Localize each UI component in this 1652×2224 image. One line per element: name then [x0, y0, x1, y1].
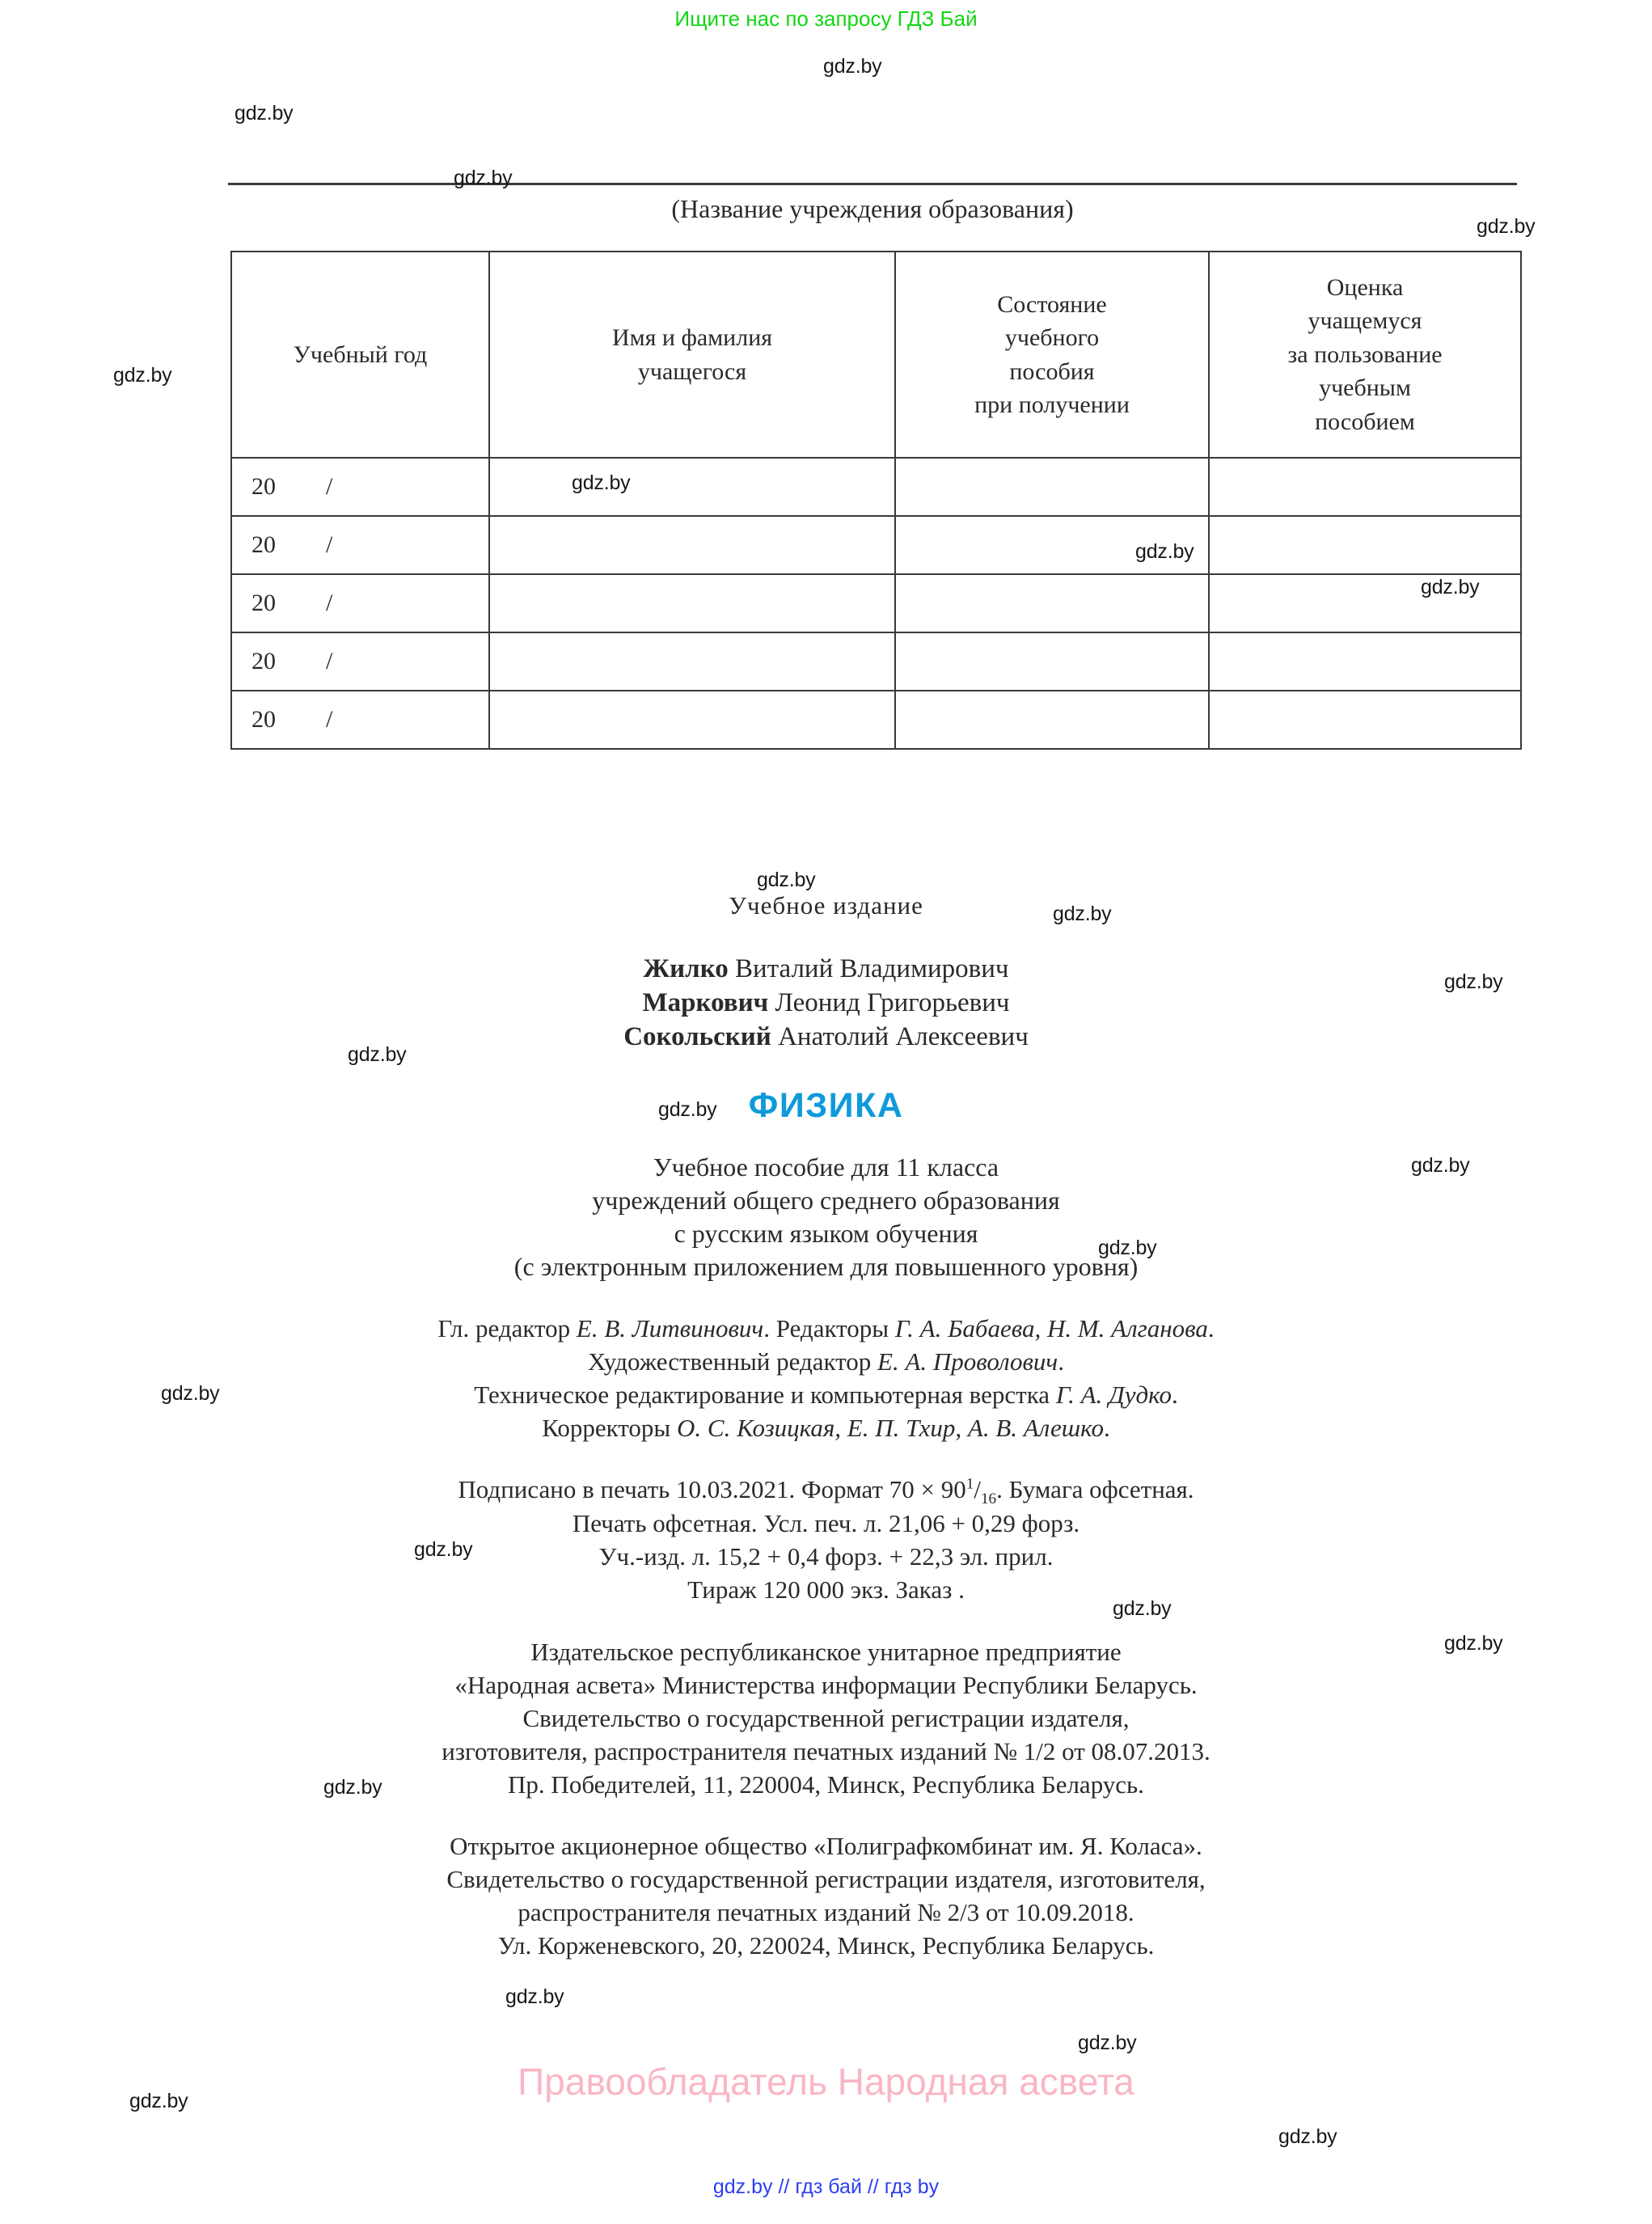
cell-student-name[interactable] [489, 691, 895, 749]
site-watermark: gdz.by [1098, 1237, 1157, 1259]
table-row [231, 691, 1521, 749]
institution-signature-line [228, 183, 1517, 185]
cell-year[interactable] [231, 574, 489, 632]
site-watermark: gdz.by [1444, 970, 1503, 993]
cell-grade[interactable] [1209, 458, 1521, 516]
site-watermark: gdz.by [161, 1382, 220, 1405]
cell-condition[interactable] [895, 691, 1209, 749]
table-row [231, 516, 1521, 574]
header-line: Оценка [1326, 274, 1404, 302]
site-watermark: gdz.by [129, 2090, 188, 2112]
credits-line-chief-editor [0, 1314, 1652, 1343]
subtitle-line: учреждений общего среднего образования [592, 1186, 1060, 1215]
site-watermark: gdz.by [1421, 576, 1480, 598]
table-header-row [231, 252, 1521, 458]
header-line: учащемуся [1308, 307, 1422, 335]
year-slash: / [326, 590, 333, 617]
site-watermark: gdz.by [1135, 540, 1194, 563]
credits-label-2: . Редакторы [763, 1314, 895, 1342]
author-surname: Маркович [642, 988, 769, 1017]
site-watermark: gdz.by [1411, 1154, 1470, 1177]
print-text-a: Подписано в печать 10.03.2021. Формат 70 × 90 [458, 1475, 966, 1503]
format-slash: / [974, 1475, 981, 1503]
site-watermark: gdz.by [454, 167, 513, 189]
site-watermark: gdz.by [1113, 1597, 1172, 1620]
table-row [231, 632, 1521, 691]
site-watermark: gdz.by [572, 471, 631, 494]
printer-line: Открытое акционерное общество «Полиграфкомбинат им. Я. Коласа». [450, 1832, 1202, 1860]
credits-name: О. С. Козицкая, Е. П. Тхир, А. В. Алешко [677, 1414, 1104, 1442]
table-header-cell-year [231, 252, 489, 458]
year-prefix: 20 [251, 706, 276, 734]
print-line-circulation: Тираж 120 000 экз. Заказ . [687, 1575, 965, 1604]
cell-condition[interactable] [895, 458, 1209, 516]
credits-tail: . [1207, 1314, 1215, 1342]
publisher-line: Свидетельство о государственной регистрации издателя, [522, 1704, 1130, 1732]
table-header-cell-condition [895, 252, 1209, 458]
credits-name-2: Г. А. Бабаева, Н. М. Алганова [894, 1314, 1208, 1342]
site-watermark: gdz.by [505, 1985, 564, 2008]
subtitle-line: с русским языком обучения [674, 1219, 978, 1248]
site-watermark: gdz.by [414, 1538, 473, 1561]
author-line-1 [0, 954, 1652, 984]
institution-signature-caption: (Название учреждения образования) [671, 194, 1074, 223]
promo-banner: Ищите нас по запросу ГДЗ Бай [674, 6, 978, 31]
printer-line: Ул. Корженевского, 20, 220024, Минск, Республика Беларусь. [497, 1931, 1155, 1960]
format-denominator: 16 [980, 1490, 997, 1508]
printer-line: Свидетельство о государственной регистрации издателя, изготовителя, [446, 1865, 1206, 1893]
year-slash: / [326, 706, 333, 734]
year-slash: / [326, 648, 333, 675]
author-line-2 [0, 988, 1652, 1018]
author-given: Леонид Григорьевич [775, 988, 1010, 1017]
credits-tail: . [1058, 1347, 1064, 1376]
cell-grade[interactable] [1209, 691, 1521, 749]
site-watermark: gdz.by [234, 102, 294, 125]
site-watermark: gdz.by [757, 869, 816, 891]
cell-grade[interactable] [1209, 516, 1521, 574]
table-header-cell-grade [1209, 252, 1521, 458]
author-given: Анатолий Алексеевич [778, 1022, 1029, 1051]
table-row [231, 574, 1521, 632]
cell-year[interactable] [231, 632, 489, 691]
cell-year[interactable] [231, 691, 489, 749]
cell-year[interactable] [231, 516, 489, 574]
credits-label: Техническое редактирование и компьютерная верстка [474, 1380, 1056, 1409]
copyright-watermark: Правообладатель Народная асвета [518, 2061, 1134, 2103]
credits-line-technical [0, 1380, 1652, 1410]
cell-student-name[interactable] [489, 516, 895, 574]
subtitle-line: (с электронным приложением для повышенного уровня) [513, 1252, 1139, 1281]
credits-tail: . [1171, 1380, 1178, 1409]
site-watermark: gdz.by [348, 1043, 407, 1066]
header-line: Учебный год [293, 340, 428, 368]
print-line-signed [0, 1475, 1652, 1508]
publisher-line: Пр. Победителей, 11, 220004, Минск, Республика Беларусь. [508, 1770, 1144, 1799]
site-watermark: gdz.by [1477, 215, 1536, 238]
author-surname: Сокольский [623, 1022, 771, 1051]
credits-tail: . [1103, 1414, 1110, 1442]
header-line: учащегося [637, 357, 747, 385]
year-prefix: 20 [251, 473, 276, 501]
author-line-3 [0, 1022, 1652, 1052]
header-line: за пользование [1287, 340, 1443, 368]
site-watermark: gdz.by [1444, 1632, 1503, 1655]
author-surname: Жилко [643, 954, 729, 983]
header-line: Имя и фамилия [611, 324, 773, 352]
author-spacer [729, 954, 735, 983]
header-line: при получении [974, 391, 1130, 418]
author-given: Виталий Владимирович [735, 954, 1009, 983]
year-prefix: 20 [251, 590, 276, 617]
subject-title: ФИЗИКА [748, 1086, 904, 1125]
year-prefix: 20 [251, 648, 276, 675]
publisher-line: Издательское республиканское унитарное предприятие [530, 1638, 1122, 1666]
site-watermark: gdz.by [1278, 2125, 1337, 2148]
header-line: Состояние [997, 290, 1107, 318]
site-watermark: gdz.by [323, 1776, 382, 1799]
site-watermark: gdz.by [113, 364, 172, 387]
year-slash: / [326, 473, 333, 501]
edition-type: Учебное издание [729, 891, 923, 920]
textbook-usage-table [230, 251, 1522, 750]
cell-grade[interactable] [1209, 632, 1521, 691]
cell-student-name[interactable] [489, 458, 895, 516]
cell-student-name[interactable] [489, 574, 895, 632]
header-line: пособия [1009, 357, 1095, 385]
credits-label: Художественный редактор [588, 1347, 878, 1376]
year-prefix: 20 [251, 531, 276, 559]
format-numerator: 1 [965, 1475, 974, 1493]
header-line: учебным [1319, 374, 1411, 402]
credits-label: Корректоры [542, 1414, 678, 1442]
table-header-cell-student-name [489, 252, 895, 458]
year-slash: / [326, 531, 333, 559]
cell-year[interactable] [231, 458, 489, 516]
cell-student-name[interactable] [489, 632, 895, 691]
site-watermark: gdz.by [1078, 2032, 1137, 2054]
credits-line-art-editor [0, 1347, 1652, 1376]
credits-name: Е. В. Литвинович [576, 1314, 764, 1342]
site-watermark: gdz.by [823, 55, 882, 78]
header-line: пособием [1315, 408, 1415, 435]
credits-line-proofreaders [0, 1414, 1652, 1443]
print-line-sheets: Уч.-изд. л. 15,2 + 0,4 форз. + 22,3 эл. прил. [598, 1542, 1054, 1571]
publisher-line: «Народная асвета» Министерства информации Республики Беларусь. [454, 1671, 1198, 1699]
site-watermark: gdz.by [1053, 903, 1112, 925]
print-text-b: . Бумага офсетная. [996, 1475, 1194, 1503]
cell-condition[interactable] [895, 632, 1209, 691]
credits-name: Г. А. Дудко [1055, 1380, 1172, 1409]
footer-links: gdz.by // гдз бай // гдз by [712, 2175, 940, 2198]
cell-condition[interactable] [895, 574, 1209, 632]
table-row [231, 458, 1521, 516]
subtitle-line: Учебное пособие для 11 класса [653, 1152, 999, 1182]
credits-name: Е. А. Проволович [877, 1347, 1058, 1376]
author-spacer [771, 1022, 778, 1051]
publisher-line: изготовителя, распространителя печатных изданий № 1/2 от 08.07.2013. [442, 1737, 1210, 1765]
header-line: учебного [1004, 324, 1100, 352]
credits-label: Гл. редактор [437, 1314, 577, 1342]
site-watermark: gdz.by [658, 1098, 717, 1121]
print-line-offset: Печать офсетная. Усл. печ. л. 21,06 + 0,29 форз. [572, 1509, 1080, 1537]
printer-line: распространителя печатных изданий № 2/3 от 10.09.2018. [518, 1898, 1134, 1926]
